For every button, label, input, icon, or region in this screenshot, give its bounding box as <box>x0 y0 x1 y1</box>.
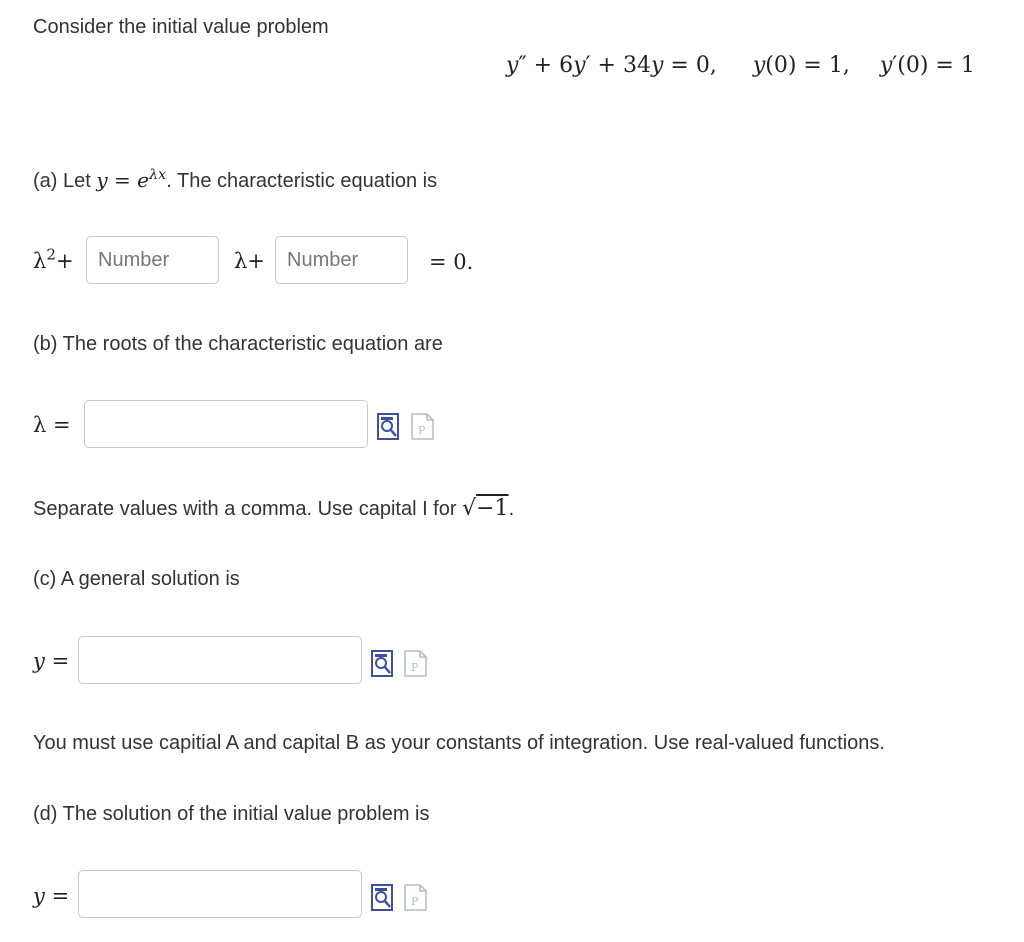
preview-icon[interactable] <box>371 650 395 678</box>
ivp-equation: y″ + 6y′ + 34y = 0, y(0) = 1, y′(0) = 1 <box>506 53 975 78</box>
part-b-prompt: (b) The roots of the characteristic equation are <box>33 333 443 355</box>
formula-help-icon[interactable] <box>404 650 428 678</box>
coefficient-b-input[interactable] <box>86 236 219 284</box>
formula-help-icon[interactable] <box>404 884 428 912</box>
ivp-solution-input[interactable] <box>78 870 362 918</box>
svg-text:P: P <box>411 661 419 674</box>
char-eq-equals-zero: = 0. <box>429 250 474 274</box>
constants-hint: You must use capitial A and capital B as your constants of integration. Use real-valued functions. <box>33 732 885 754</box>
intro-text: Consider the initial value problem <box>33 16 329 38</box>
part-d-prompt: (d) The solution of the initial value problem is <box>33 803 430 825</box>
ivp-solution-label: y = <box>33 884 70 908</box>
svg-text:P: P <box>411 895 419 908</box>
preview-icon[interactable] <box>377 413 401 441</box>
roots-hint: Separate values with a comma. Use capital I for √−1. <box>33 496 515 521</box>
general-solution-input[interactable] <box>78 636 362 684</box>
char-eq-lambda-sq: $\lambda^2+$ <box>33 245 74 273</box>
part-a-prompt: (a) Let $y = e^{\lambda x}$. The characteristic equation is <box>33 167 438 192</box>
general-solution-label: y = <box>33 649 70 673</box>
char-eq-lambda-plus: λ+ <box>234 249 265 273</box>
formula-help-icon[interactable] <box>411 413 435 441</box>
part-c-prompt: (c) A general solution is <box>33 568 240 590</box>
preview-icon[interactable] <box>371 884 395 912</box>
coefficient-c-input[interactable] <box>275 236 408 284</box>
lambda-label: λ = <box>33 413 71 437</box>
svg-text:P: P <box>418 424 426 437</box>
roots-input[interactable] <box>84 400 368 448</box>
